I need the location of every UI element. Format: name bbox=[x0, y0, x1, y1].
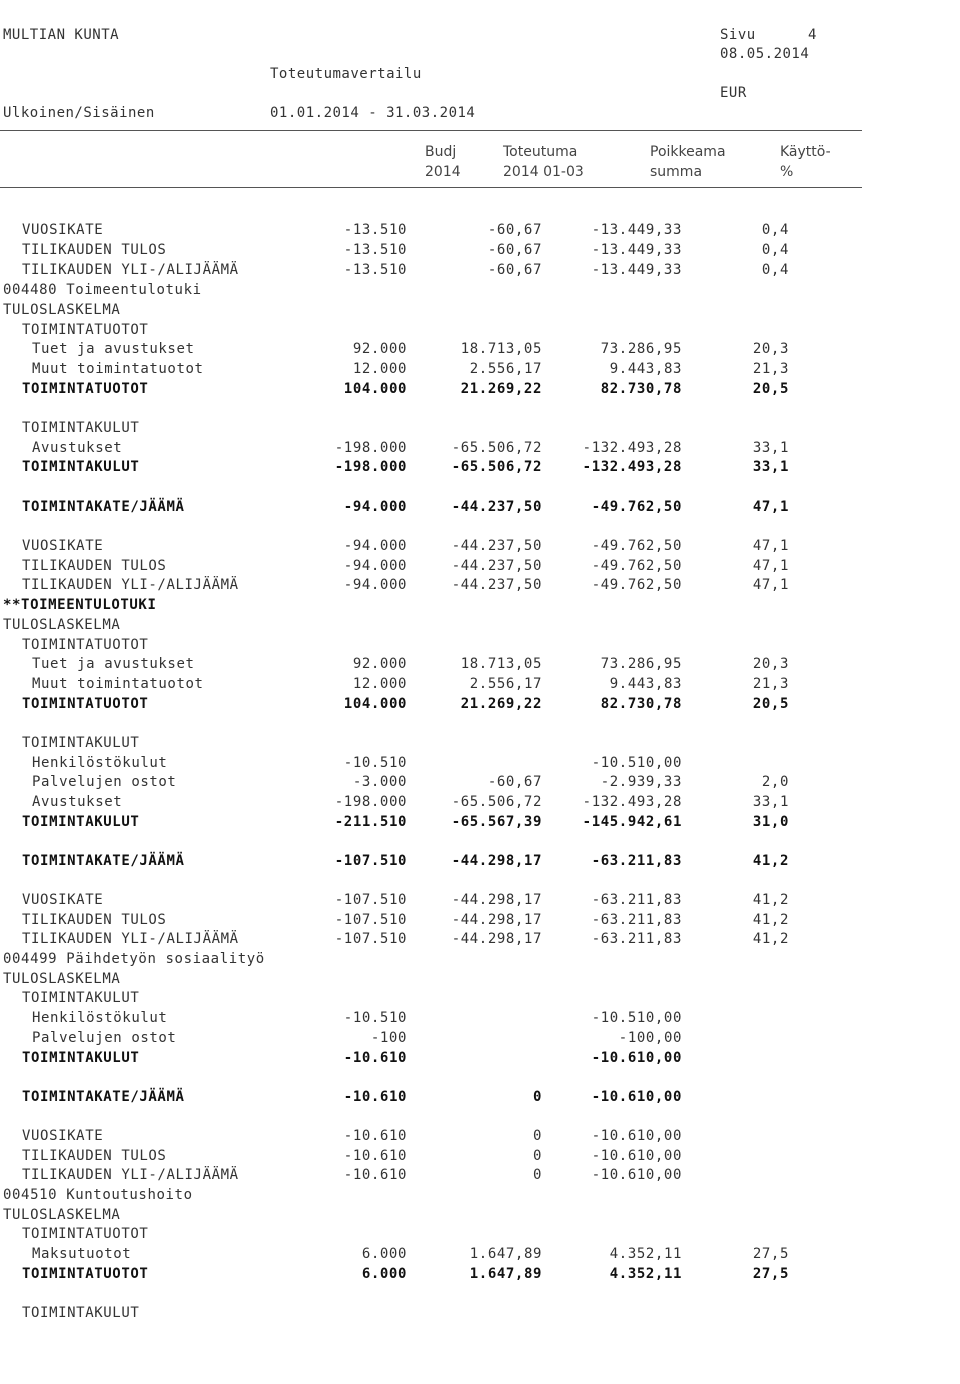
col-actual-line1: Toteutuma bbox=[503, 144, 578, 160]
row-label: Avustukset bbox=[32, 794, 123, 810]
cell-actual: 18.713,05 bbox=[460, 656, 542, 672]
col-variance-line1: Poikkeama bbox=[650, 144, 726, 160]
row-label: VUOSIKATE bbox=[22, 222, 104, 238]
cell-actual: -65.506,72 bbox=[451, 794, 542, 810]
table-row bbox=[0, 931, 900, 951]
cell-budget: -10.510 bbox=[343, 755, 407, 771]
cell-budget: -10.610 bbox=[343, 1148, 407, 1164]
row-label: TULOSLASKELMA bbox=[3, 1207, 121, 1223]
cell-budget: -13.510 bbox=[343, 242, 407, 258]
cell-budget: 12.000 bbox=[352, 361, 407, 377]
cell-budget: -10.510 bbox=[343, 1010, 407, 1026]
table-row bbox=[0, 1148, 900, 1168]
cell-usage-pct: 47,1 bbox=[752, 538, 789, 554]
cell-variance: -13.449,33 bbox=[591, 222, 682, 238]
cell-actual: 0 bbox=[532, 1128, 542, 1144]
cell-variance: -13.449,33 bbox=[591, 262, 682, 278]
table-row bbox=[0, 1207, 900, 1227]
row-label: 004499 Päihdetyön sosiaalityö bbox=[3, 951, 265, 967]
cell-usage-pct: 20,5 bbox=[752, 696, 789, 712]
row-label: TOIMINTAKATE/JÄÄMÄ bbox=[22, 499, 185, 515]
header-rule-bottom bbox=[0, 187, 862, 188]
row-label: 004510 Kuntoutushoito bbox=[3, 1187, 193, 1203]
row-label: Palvelujen ostot bbox=[32, 1030, 177, 1046]
table-row bbox=[0, 361, 900, 381]
cell-budget: -94.000 bbox=[343, 577, 407, 593]
cell-actual: 2.556,17 bbox=[469, 361, 542, 377]
table-row bbox=[0, 1128, 900, 1148]
cell-variance: 82.730,78 bbox=[600, 381, 682, 397]
table-row bbox=[0, 1266, 900, 1286]
cell-usage-pct: 0,4 bbox=[761, 222, 789, 238]
cell-variance: -63.211,83 bbox=[591, 892, 682, 908]
cell-usage-pct: 41,2 bbox=[752, 892, 789, 908]
cell-budget: 92.000 bbox=[352, 656, 407, 672]
report-date: 08.05.2014 bbox=[720, 46, 810, 62]
cell-budget: -13.510 bbox=[343, 222, 407, 238]
cell-actual: 1.647,89 bbox=[469, 1266, 542, 1282]
row-label: TOIMINTAKULUT bbox=[22, 990, 140, 1006]
row-label: TILIKAUDEN YLI-/ALIJÄÄMÄ bbox=[22, 931, 239, 947]
cell-variance: -100,00 bbox=[618, 1030, 682, 1046]
row-label: TOIMINTAKATE/JÄÄMÄ bbox=[22, 1089, 185, 1105]
table-row bbox=[0, 971, 900, 991]
cell-variance: -10.610,00 bbox=[591, 1167, 682, 1183]
table-row bbox=[0, 951, 900, 971]
cell-actual: -44.237,50 bbox=[451, 499, 542, 515]
table-row bbox=[0, 1187, 900, 1207]
cell-budget: -10.610 bbox=[343, 1167, 407, 1183]
table-row bbox=[0, 1050, 900, 1070]
row-label: TOIMINTAKULUT bbox=[22, 420, 140, 436]
cell-variance: -10.610,00 bbox=[591, 1089, 682, 1105]
cell-actual: -44.237,50 bbox=[451, 538, 542, 554]
cell-actual: 0 bbox=[532, 1148, 542, 1164]
cell-actual: -60,67 bbox=[487, 242, 542, 258]
col-actual-line2: 2014 01-03 bbox=[503, 164, 584, 180]
row-label: TOIMINTATUOTOT bbox=[22, 1226, 149, 1242]
cell-budget: -107.510 bbox=[334, 931, 407, 947]
cell-actual: -44.298,17 bbox=[451, 931, 542, 947]
table-row bbox=[0, 1030, 900, 1050]
table-row bbox=[0, 302, 900, 322]
row-label: Muut toimintatuotot bbox=[32, 676, 204, 692]
page-number: 4 bbox=[808, 27, 817, 43]
cell-variance: -2.939,33 bbox=[600, 774, 682, 790]
table-row bbox=[0, 892, 900, 912]
table-row bbox=[0, 420, 900, 440]
row-label: TILIKAUDEN YLI-/ALIJÄÄMÄ bbox=[22, 262, 239, 278]
table-row bbox=[0, 242, 900, 262]
cell-budget: 6.000 bbox=[361, 1246, 407, 1262]
cell-variance: 9.443,83 bbox=[609, 676, 682, 692]
table-row bbox=[0, 322, 900, 342]
cell-actual: -44.237,50 bbox=[451, 558, 542, 574]
cell-usage-pct: 27,5 bbox=[752, 1246, 789, 1262]
cell-actual: -44.298,17 bbox=[451, 853, 542, 869]
cell-actual: -44.237,50 bbox=[451, 577, 542, 593]
cell-usage-pct: 27,5 bbox=[752, 1266, 789, 1282]
row-label: **TOIMEENTULOTUKI bbox=[3, 597, 157, 613]
table-row bbox=[0, 1089, 900, 1109]
cell-budget: -107.510 bbox=[334, 853, 407, 869]
row-label: VUOSIKATE bbox=[22, 538, 104, 554]
table-row bbox=[0, 1167, 900, 1187]
row-label: TILIKAUDEN YLI-/ALIJÄÄMÄ bbox=[22, 1167, 239, 1183]
row-label: VUOSIKATE bbox=[22, 892, 104, 908]
row-label: TULOSLASKELMA bbox=[3, 302, 121, 318]
page-label: Sivu bbox=[720, 27, 756, 43]
row-label: TOIMINTAKULUT bbox=[22, 814, 140, 830]
header-rule-top bbox=[0, 130, 862, 131]
cell-usage-pct: 2,0 bbox=[761, 774, 789, 790]
row-label: TOIMINTATUOTOT bbox=[22, 696, 149, 712]
cell-actual: -60,67 bbox=[487, 774, 542, 790]
table-row bbox=[0, 341, 900, 361]
report-title: Toteutumavertailu bbox=[270, 66, 422, 82]
cell-variance: -10.610,00 bbox=[591, 1128, 682, 1144]
cell-usage-pct: 31,0 bbox=[752, 814, 789, 830]
row-label: TILIKAUDEN TULOS bbox=[22, 558, 167, 574]
municipality-name: MULTIAN KUNTA bbox=[3, 27, 120, 43]
cell-actual: -44.298,17 bbox=[451, 892, 542, 908]
cell-variance: -49.762,50 bbox=[591, 499, 682, 515]
cell-usage-pct: 33,1 bbox=[752, 440, 789, 456]
row-label: TILIKAUDEN TULOS bbox=[22, 1148, 167, 1164]
row-label: Henkilöstökulut bbox=[32, 1010, 168, 1026]
cell-variance: -63.211,83 bbox=[591, 853, 682, 869]
cell-budget: -198.000 bbox=[334, 459, 407, 475]
row-label: Henkilöstökulut bbox=[32, 755, 168, 771]
cell-actual: -65.506,72 bbox=[451, 459, 542, 475]
cell-usage-pct: 21,3 bbox=[752, 361, 789, 377]
cell-variance: -132.493,28 bbox=[582, 440, 682, 456]
row-label: TOIMINTATUOTOT bbox=[22, 637, 149, 653]
cell-variance: -10.510,00 bbox=[591, 755, 682, 771]
col-usage-line2: % bbox=[780, 164, 794, 180]
table-row bbox=[0, 282, 900, 302]
cell-actual: -60,67 bbox=[487, 222, 542, 238]
cell-variance: -132.493,28 bbox=[582, 459, 682, 475]
cell-usage-pct: 0,4 bbox=[761, 242, 789, 258]
cell-budget: -198.000 bbox=[334, 440, 407, 456]
table-row bbox=[0, 222, 900, 242]
cell-budget: -3.000 bbox=[352, 774, 407, 790]
cell-actual: 0 bbox=[532, 1167, 542, 1183]
cell-variance: 4.352,11 bbox=[609, 1266, 682, 1282]
cell-variance: -63.211,83 bbox=[591, 912, 682, 928]
cell-usage-pct: 20,5 bbox=[752, 381, 789, 397]
row-label: Muut toimintatuotot bbox=[32, 361, 204, 377]
table-row bbox=[0, 262, 900, 282]
table-row bbox=[0, 814, 900, 834]
cell-budget: -94.000 bbox=[343, 538, 407, 554]
cell-actual: 21.269,22 bbox=[460, 696, 542, 712]
cell-budget: 104.000 bbox=[343, 381, 407, 397]
cell-budget: -211.510 bbox=[334, 814, 407, 830]
row-label: Tuet ja avustukset bbox=[32, 656, 195, 672]
cell-actual: -65.567,39 bbox=[451, 814, 542, 830]
row-label: TOIMINTATUOTOT bbox=[22, 381, 149, 397]
cell-actual: -60,67 bbox=[487, 262, 542, 278]
cell-actual: 21.269,22 bbox=[460, 381, 542, 397]
row-label: Palvelujen ostot bbox=[32, 774, 177, 790]
cell-variance: 82.730,78 bbox=[600, 696, 682, 712]
col-variance-line2: summa bbox=[650, 164, 703, 180]
cell-actual: 1.647,89 bbox=[469, 1246, 542, 1262]
table-row bbox=[0, 440, 900, 460]
table-row bbox=[0, 656, 900, 676]
currency-label: EUR bbox=[720, 85, 747, 101]
cell-budget: -94.000 bbox=[343, 499, 407, 515]
cell-variance: -10.610,00 bbox=[591, 1050, 682, 1066]
table-row bbox=[0, 637, 900, 657]
cell-budget: -10.610 bbox=[343, 1128, 407, 1144]
row-label: Tuet ja avustukset bbox=[32, 341, 195, 357]
cell-budget: -107.510 bbox=[334, 912, 407, 928]
cell-budget: -100 bbox=[370, 1030, 407, 1046]
cell-usage-pct: 0,4 bbox=[761, 262, 789, 278]
row-label: TOIMINTATUOTOT bbox=[22, 1266, 149, 1282]
cell-variance: 4.352,11 bbox=[609, 1246, 682, 1262]
row-label: 004480 Toimeentulotuki bbox=[3, 282, 202, 298]
cell-usage-pct: 33,1 bbox=[752, 459, 789, 475]
table-row bbox=[0, 735, 900, 755]
cell-budget: -10.610 bbox=[343, 1050, 407, 1066]
row-label: Maksutuotot bbox=[32, 1246, 132, 1262]
cell-variance: -63.211,83 bbox=[591, 931, 682, 947]
table-row bbox=[0, 1010, 900, 1030]
cell-budget: -13.510 bbox=[343, 262, 407, 278]
table-row bbox=[0, 1305, 900, 1325]
cell-budget: -94.000 bbox=[343, 558, 407, 574]
cell-variance: -49.762,50 bbox=[591, 577, 682, 593]
table-row bbox=[0, 990, 900, 1010]
table-row bbox=[0, 1226, 900, 1246]
table-row bbox=[0, 558, 900, 578]
row-label: TOIMINTAKATE/JÄÄMÄ bbox=[22, 853, 185, 869]
table-row bbox=[0, 597, 900, 617]
table-row bbox=[0, 499, 900, 519]
cell-actual: 2.556,17 bbox=[469, 676, 542, 692]
cell-usage-pct: 47,1 bbox=[752, 499, 789, 515]
cell-usage-pct: 41,2 bbox=[752, 853, 789, 869]
cell-usage-pct: 20,3 bbox=[752, 656, 789, 672]
cell-variance: -132.493,28 bbox=[582, 794, 682, 810]
table-row bbox=[0, 459, 900, 479]
row-label: TOIMINTAKULUT bbox=[22, 459, 140, 475]
row-label: Avustukset bbox=[32, 440, 123, 456]
cell-variance: 73.286,95 bbox=[600, 341, 682, 357]
report-period: 01.01.2014 - 31.03.2014 bbox=[270, 105, 476, 121]
cell-budget: 12.000 bbox=[352, 676, 407, 692]
cell-actual: -65.506,72 bbox=[451, 440, 542, 456]
cell-variance: 73.286,95 bbox=[600, 656, 682, 672]
table-row bbox=[0, 617, 900, 637]
row-label: TOIMINTAKULUT bbox=[22, 1305, 140, 1321]
cell-budget: -107.510 bbox=[334, 892, 407, 908]
table-row bbox=[0, 538, 900, 558]
table-row bbox=[0, 774, 900, 794]
row-label: TOIMINTAKULUT bbox=[22, 1050, 140, 1066]
cell-usage-pct: 47,1 bbox=[752, 558, 789, 574]
col-usage-line1: Käyttö- bbox=[780, 144, 831, 160]
cell-variance: -49.762,50 bbox=[591, 558, 682, 574]
table-row bbox=[0, 794, 900, 814]
cell-actual: 18.713,05 bbox=[460, 341, 542, 357]
cell-variance: -10.610,00 bbox=[591, 1148, 682, 1164]
table-row bbox=[0, 912, 900, 932]
row-label: TULOSLASKELMA bbox=[3, 971, 121, 987]
col-budget-line2: 2014 bbox=[425, 164, 461, 180]
cell-budget: 6.000 bbox=[361, 1266, 407, 1282]
col-budget-line1: Budj bbox=[425, 144, 457, 160]
row-label: TOIMINTATUOTOT bbox=[22, 322, 149, 338]
table-row bbox=[0, 1246, 900, 1266]
row-label: TILIKAUDEN TULOS bbox=[22, 242, 167, 258]
cell-budget: -10.610 bbox=[343, 1089, 407, 1105]
cell-variance: 9.443,83 bbox=[609, 361, 682, 377]
cell-budget: 104.000 bbox=[343, 696, 407, 712]
cell-variance: -13.449,33 bbox=[591, 242, 682, 258]
cell-actual: 0 bbox=[532, 1089, 542, 1105]
row-label: TULOSLASKELMA bbox=[3, 617, 121, 633]
table-row bbox=[0, 853, 900, 873]
cell-usage-pct: 47,1 bbox=[752, 577, 789, 593]
row-label: TILIKAUDEN YLI-/ALIJÄÄMÄ bbox=[22, 577, 239, 593]
table-row bbox=[0, 696, 900, 716]
table-row bbox=[0, 676, 900, 696]
cell-usage-pct: 21,3 bbox=[752, 676, 789, 692]
cell-variance: -145.942,61 bbox=[582, 814, 682, 830]
cell-usage-pct: 41,2 bbox=[752, 912, 789, 928]
cell-variance: -49.762,50 bbox=[591, 538, 682, 554]
table-row bbox=[0, 755, 900, 775]
cell-variance: -10.510,00 bbox=[591, 1010, 682, 1026]
cell-usage-pct: 20,3 bbox=[752, 341, 789, 357]
cell-usage-pct: 41,2 bbox=[752, 931, 789, 947]
row-label: TOIMINTAKULUT bbox=[22, 735, 140, 751]
cell-actual: -44.298,17 bbox=[451, 912, 542, 928]
table-row bbox=[0, 577, 900, 597]
cell-usage-pct: 33,1 bbox=[752, 794, 789, 810]
scope-label: Ulkoinen/Sisäinen bbox=[3, 105, 155, 121]
cell-budget: -198.000 bbox=[334, 794, 407, 810]
row-label: TILIKAUDEN TULOS bbox=[22, 912, 167, 928]
cell-budget: 92.000 bbox=[352, 341, 407, 357]
row-label: VUOSIKATE bbox=[22, 1128, 104, 1144]
table-row bbox=[0, 381, 900, 401]
